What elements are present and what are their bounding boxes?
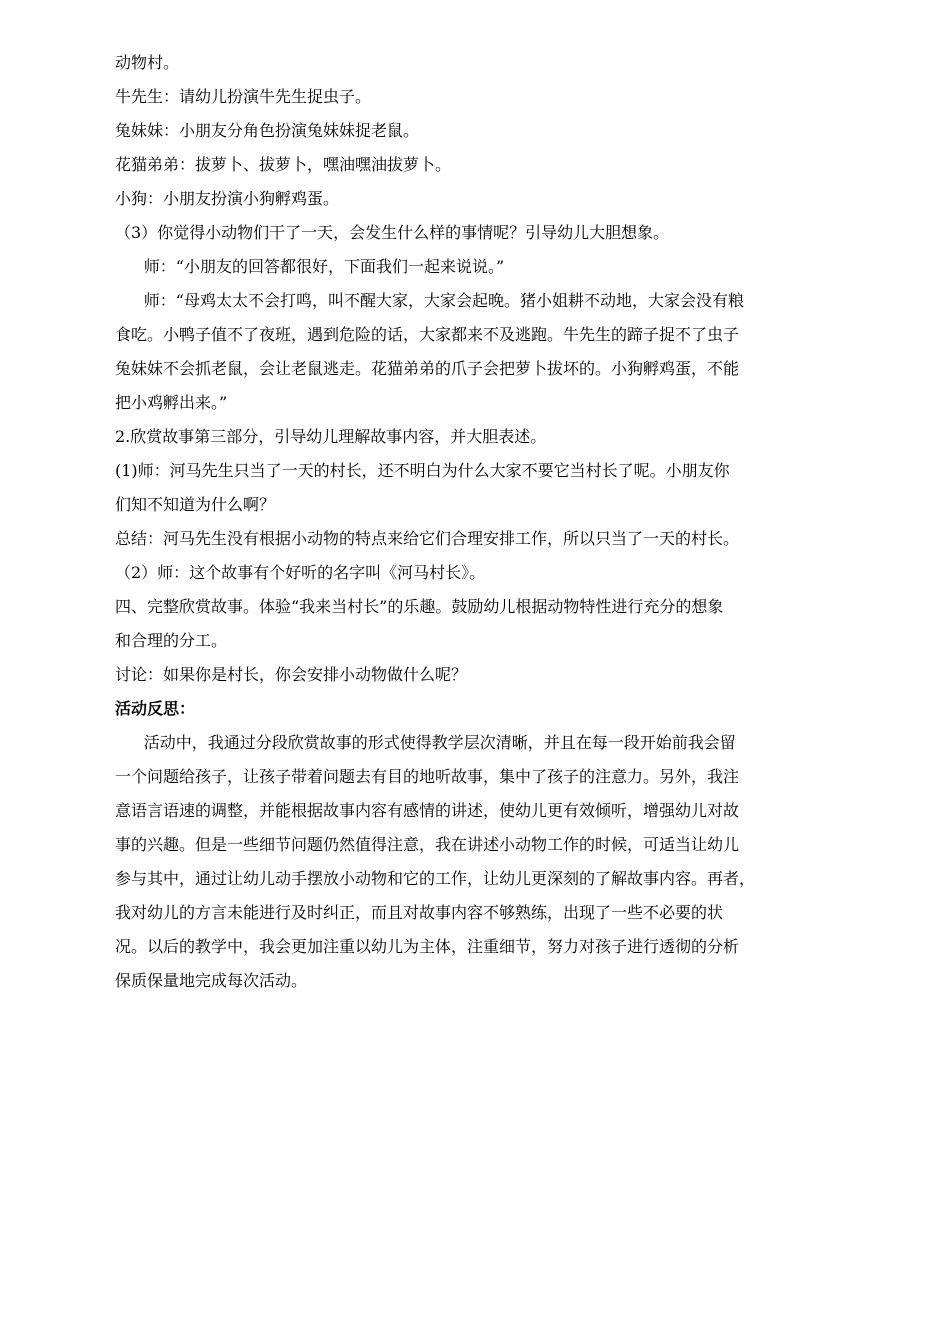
text-line: 讨论：如果你是村长，你会安排小动物做什么呢？ [115, 665, 468, 684]
text-line: 事的兴趣。但是一些细节问题仍然值得注意，我在讲述小动物工作的时候，可适当让幼儿 [115, 835, 740, 854]
text-line: （2）师：这个故事有个好听的名字叫《河马村长》。 [115, 563, 486, 582]
text-line: 我对幼儿的方言未能进行及时纠正，而且对故事内容不够熟练，出现了一些不必要的状 [115, 903, 724, 922]
text-line: 食吃。小鸭子值不了夜班，遇到危险的话，大家都来不及逃跑。牛先生的蹄子捉不了虫子 [115, 325, 740, 344]
text-line: 和合理的分工。 [115, 631, 228, 650]
text-line: 兔妹妹不会抓老鼠，会让老鼠逃走。花猫弟弟的爪子会把萝卜拔坏的。小狗孵鸡蛋，不能 [115, 359, 740, 378]
text-line: 活动中，我通过分段欣赏故事的形式使得教学层次清晰，并且在每一段开始前我会留 [143, 733, 736, 752]
text-line: 一个问题给孩子，让孩子带着问题去有目的地听故事，集中了孩子的注意力。另外，我注 [115, 767, 740, 786]
text-line: 牛先生：请幼儿扮演牛先生捉虫子。 [115, 87, 372, 106]
text-line: 小狗：小朋友扮演小狗孵鸡蛋。 [115, 189, 340, 208]
text-line: 参与其中，通过让幼儿动手摆放小动物和它的工作，让幼儿更深刻的了解故事内容。再者， [115, 869, 756, 888]
text-line: 总结：河马先生没有根据小动物的特点来给它们合理安排工作，所以只当了一天的村长。 [115, 529, 740, 548]
text-line: 兔妹妹：小朋友分角色扮演兔妹妹捉老鼠。 [115, 121, 420, 140]
text-line: 意语言语速的调整，并能根据故事内容有感情的讲述，使幼儿更有效倾听，增强幼儿对故 [115, 801, 740, 820]
document-body [115, 46, 845, 998]
text-line: 动物村。 [115, 53, 180, 72]
text-line: 保质保量地完成每次活动。 [115, 971, 308, 990]
text-line: 师：“小朋友的回答都很好，下面我们一起来说说。” [143, 257, 505, 276]
text-line: 师：“母鸡太太不会打鸣，叫不醒大家，大家会起晚。猪小姐耕不动地，大家会没有粮 [143, 291, 744, 310]
text-line: 把小鸡孵出来。” [115, 393, 228, 412]
text-line: 花猫弟弟：拔萝卜、拔萝卜，嘿油嘿油拔萝卜。 [115, 155, 452, 174]
text-line: (1)师：河马先生只当了一天的村长，还不明白为什么大家不要它当村长了呢。小朋友你 [115, 461, 730, 480]
text-line: 2.欣赏故事第三部分，引导幼儿理解故事内容，并大胆表述。 [115, 427, 547, 446]
text-line: （3）你觉得小动物们干了一天，会发生什么样的事情呢？引导幼儿大胆想象。 [115, 223, 670, 242]
text-line: 况。以后的教学中，我会更加注重以幼儿为主体，注重细节，努力对孩子进行透彻的分析 [115, 937, 740, 956]
text-line: 四、完整欣赏故事。体验“我来当村长”的乐趣。鼓励幼儿根据动物特性进行充分的想象 [115, 597, 724, 616]
section-heading: 活动反思： [115, 699, 196, 718]
text-line: 们知不知道为什么啊？ [115, 495, 276, 514]
